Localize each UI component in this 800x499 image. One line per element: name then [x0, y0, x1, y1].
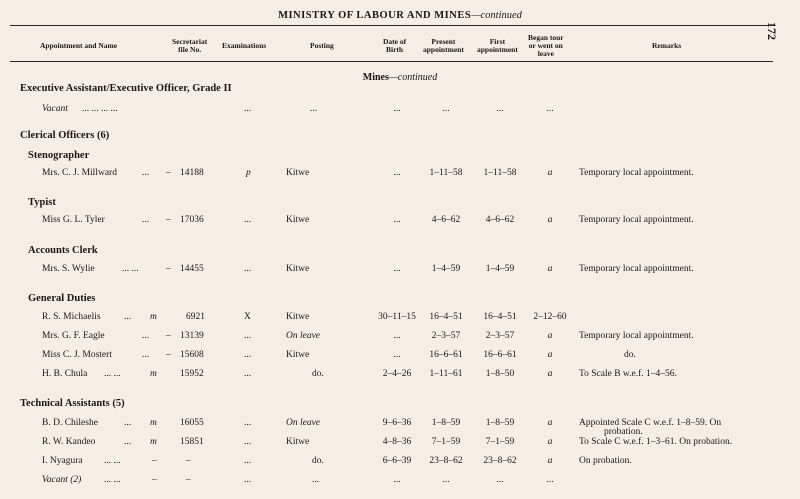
- col-present: Present appointment: [423, 37, 464, 54]
- table-row: Miss G. L. Tyler ... – 17036 ... Kitwe ... 4–6–62 4–6–62 a Temporary local appointment.: [42, 215, 694, 225]
- section-steno: Stenographer: [28, 150, 90, 161]
- col-file-no: Secretariat file No.: [172, 37, 208, 54]
- page-title: MINISTRY OF LABOUR AND MINES—continued: [278, 10, 522, 21]
- col-remarks: Remarks: [652, 41, 682, 50]
- section-subtitle: Mines—continued: [362, 72, 438, 83]
- table-row: Vacant (2) ... ... – – ... ... ... ... ... ...: [42, 475, 554, 485]
- table-row: R. S. Michaelis ... m 6921 X Kitwe 30–11–15 16–4–51 16–4–51 2–12–60: [42, 312, 567, 322]
- section-clerical: Clerical Officers (6): [20, 130, 110, 141]
- table-row: Mrs. G. F. Eagle ... – 13139 ... On leave ... 2–3–57 2–3–57 a Temporary local appointment.: [42, 331, 694, 341]
- page-number: 172: [765, 22, 779, 40]
- col-tour: Began tour or went on leave: [528, 33, 564, 58]
- section-exec: Executive Assistant/Executive Officer, Grade II: [20, 83, 232, 94]
- header-rule-top: [10, 25, 773, 26]
- table-row: I. Nyagura ... ... – – ... do. 6–6–39 23–8–62 23–8–62 a On probation.: [42, 456, 632, 466]
- table-row: R. W. Kandeo ... m 15851 ... Kitwe 4–8–36 7–1–59 7–1–59 a To Scale C w.e.f. 1–3–61. On probation.: [42, 437, 733, 447]
- section-general: General Duties: [28, 293, 96, 304]
- col-posting: Posting: [310, 41, 334, 50]
- table-row: Mrs. C. J. Millward ... – 14188 p Kitwe ... 1–11–58 1–11–58 a Temporary local appointment.: [42, 168, 694, 178]
- section-technical: Technical Assistants (5): [20, 398, 125, 409]
- col-examinations: Examinations: [222, 41, 267, 50]
- table-row-continuation: probation.: [604, 427, 643, 437]
- header-rule-bottom: [10, 61, 773, 62]
- table-row: Vacant ... ... ... ... ... ... ... ... ... ...: [42, 104, 554, 114]
- table-row: H. B. Chula ... ... m 15952 ... do. 2–4–26 1–11–61 1–8–50 a To Scale B w.e.f. 1–4–56.: [42, 369, 677, 379]
- table-row: Miss C. J. Mostert ... – 15608 ... Kitwe ... 16–6–61 16–6–61 a do.: [42, 350, 636, 360]
- table-row: Mrs. S. Wylie ... ... – 14455 ... Kitwe ... 1–4–59 1–4–59 a Temporary local appointment.: [42, 264, 694, 274]
- table-row: B. D. Chileshe ... m 16055 ... On leave 9–6–36 1–8–59 1–8–59 a Appointed Scale C w.e.f. 1–8–59. On: [42, 418, 722, 428]
- col-first: First appointment: [477, 37, 518, 54]
- section-typist: Typist: [28, 197, 56, 208]
- section-accounts: Accounts Clerk: [28, 245, 98, 256]
- col-dob: Date of Birth: [383, 37, 407, 54]
- col-appointment: Appointment and Name: [40, 41, 118, 50]
